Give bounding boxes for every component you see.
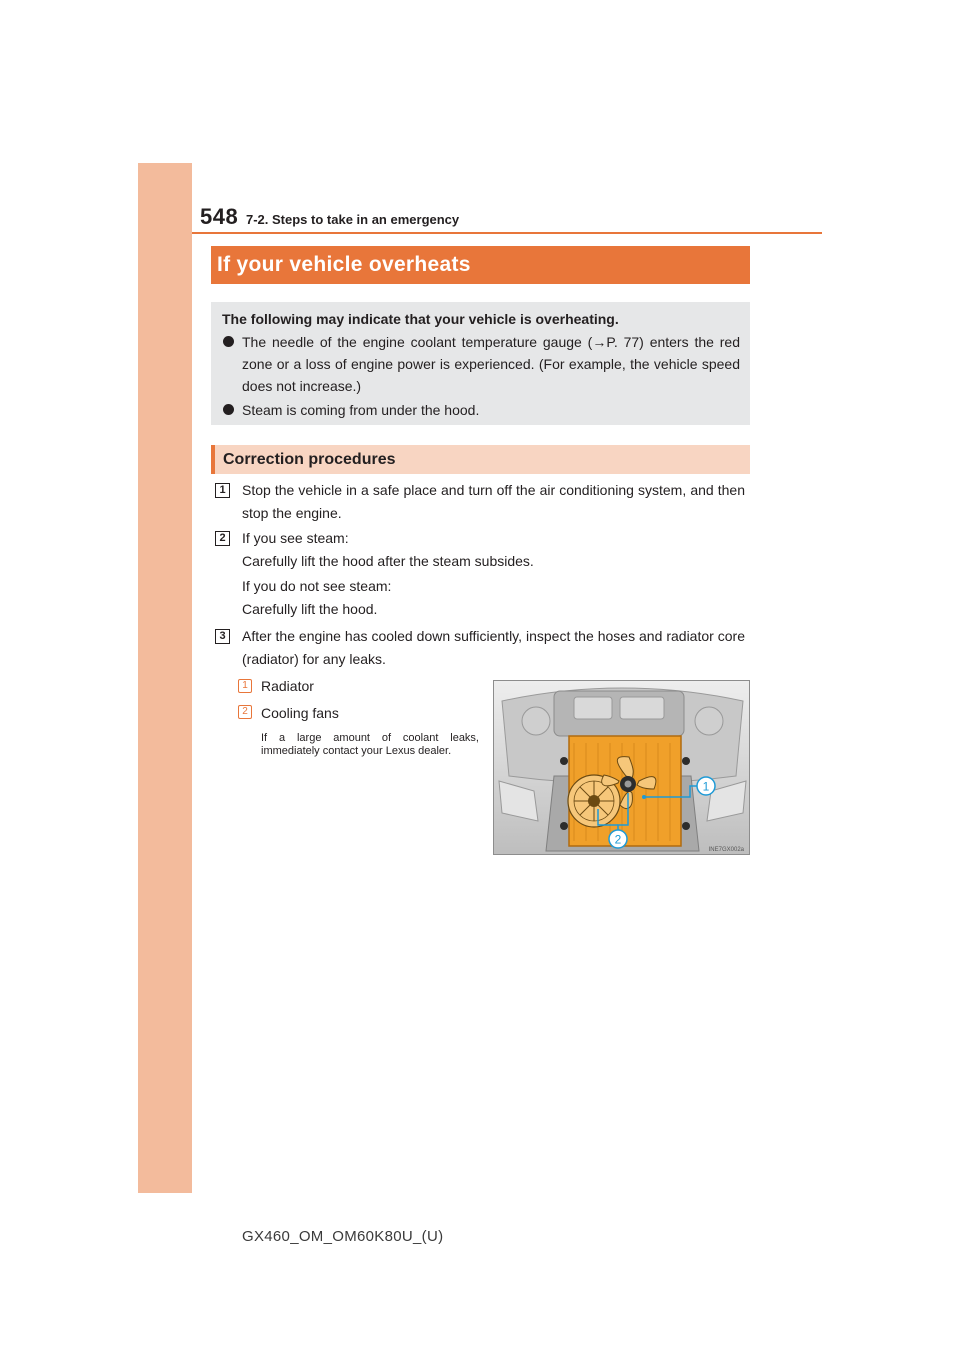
step-2-text [242,527,745,621]
section-title: 7-2. Steps to take in an emergency [246,212,460,227]
step-paragraph: After the engine has cooled down sufficiently, inspect the hoses and radiator core (radiator) for any leaks. [242,628,745,667]
callout-number: 2 [238,705,252,719]
step-paragraph: If you do not see steam: Carefully lift the hood. [242,578,392,617]
step-number-badge: 3 [215,629,230,644]
bullet-text: The needle of the engine coolant temperature gauge (→P. 77) enters the red zone or a loss of engine power is experienced. (For example, the vehicle speed does not increase.) [242,334,740,394]
footer-manual-code: GX460_OM_OM60K80U_(U) [242,1228,444,1245]
side-tab-band [138,163,192,1193]
subheading: Correction procedures [211,445,750,474]
step-number-badge: 1 [215,483,230,498]
callout-fans-label: Cooling fans [261,705,339,721]
leak-note: If a large amount of coolant leaks, immediately contact your Lexus dealer. [261,732,479,757]
step-number-badge: 2 [215,531,230,546]
engine-bay-illustration [494,681,750,855]
bullet-icon [223,404,234,415]
figure-code: INE7GX002a [708,847,744,853]
callout-number: 1 [238,679,252,693]
figure-label-1: 1 [702,779,710,794]
figure-label-2: 2 [614,832,622,847]
step-paragraph: If you see steam: Carefully lift the hood after the steam subsides. [242,530,534,569]
header-rule [192,232,822,234]
step-paragraph: Stop the vehicle in a safe place and turn off the air conditioning system, and then stop the engine. [242,482,745,521]
engine-bay-figure [493,680,750,855]
intro-bullet [222,399,740,421]
step-1-text [242,479,745,525]
bullet-icon [223,336,234,347]
intro-box [211,302,750,425]
page-title: If your vehicle overheats [211,246,750,284]
callout-radiator-label: Radiator [261,678,314,694]
step-3-text [242,625,745,671]
intro-heading: The following may indicate that your vehicle is overheating. [222,311,619,327]
bullet-text: Steam is coming from under the hood. [242,402,480,418]
page-number: 548 [200,204,239,229]
intro-bullet [222,331,740,397]
